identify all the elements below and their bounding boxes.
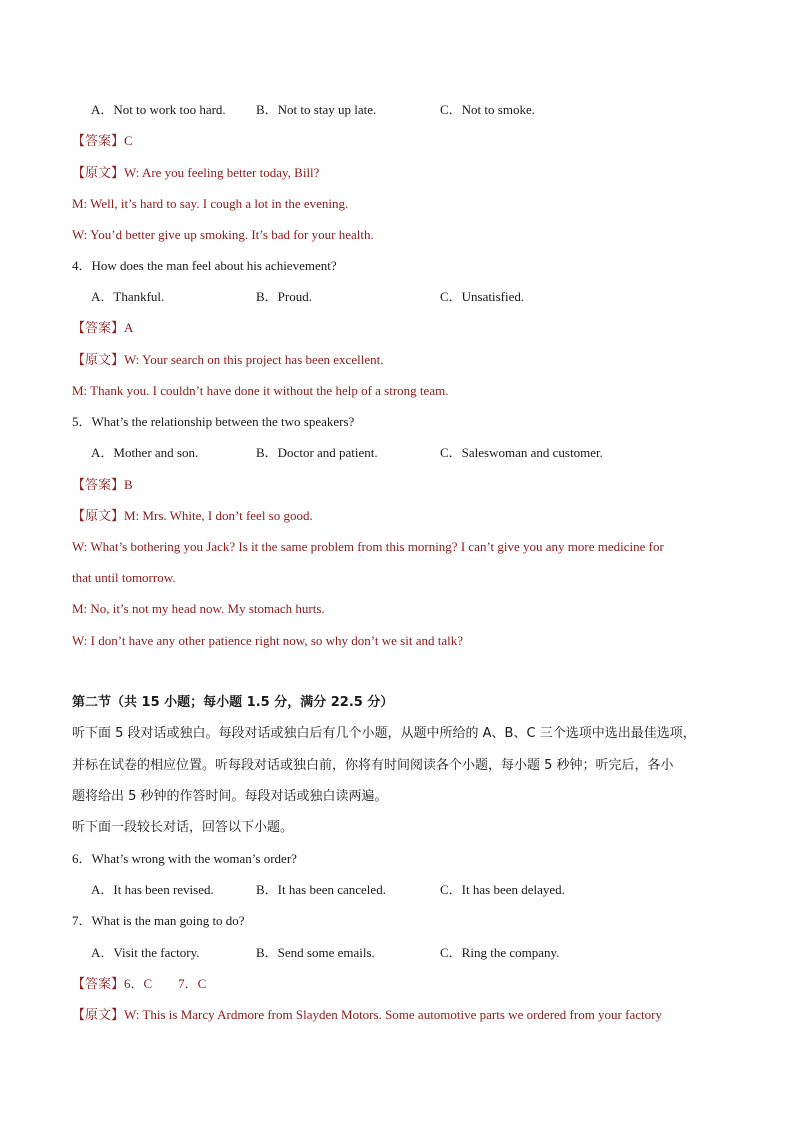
- q4-answer: [72, 320, 133, 337]
- q4-script-line-2: M: Thank you. I couldn’t have done it without the help of a strong team.: [72, 383, 449, 398]
- q5-script-line-4: M: No, it’s not my head now. My stomach hurts.: [72, 601, 325, 616]
- q7-option-a: A．Visit the factory.: [91, 945, 200, 960]
- q5-option-c: C．Saleswoman and customer.: [440, 445, 603, 460]
- q4-script-line-1: [72, 352, 383, 369]
- q3-option-a: A．Not to work too hard.: [91, 102, 226, 117]
- q3-answer: [72, 133, 133, 150]
- q7-option-b: B．Send some emails.: [256, 945, 375, 960]
- script-label: 【原文】: [72, 353, 125, 368]
- q5-script-line-2: W: What’s bothering you Jack? Is it the same problem from this morning? I can’t give you any more medicine for: [72, 539, 664, 554]
- q4-option-a: A．Thankful.: [91, 289, 165, 304]
- q5-answer: [72, 477, 133, 494]
- q7-question: 7．What is the man going to do?: [72, 913, 245, 928]
- q4-option-b: B．Proud.: [256, 289, 312, 304]
- q3-script-line-3: W: You’d better give up smoking. It’s bad for your health.: [72, 227, 374, 242]
- q67-script-line-1: [72, 1007, 662, 1024]
- q5-option-b: B．Doctor and patient.: [256, 445, 378, 460]
- answer-value: 6．C 7．C: [124, 976, 207, 991]
- q67-answer: [72, 976, 206, 993]
- answer-label: 【答案】: [72, 478, 125, 493]
- q6-question: 6．What’s wrong with the woman’s order?: [72, 851, 297, 866]
- section-intro: 听下面一段较长对话，回答以下小题。: [72, 820, 294, 835]
- script-text: W: Your search on this project has been excellent.: [124, 352, 384, 367]
- script-text: W: Are you feeling better today, Bill?: [124, 165, 320, 180]
- answer-label: 【答案】: [72, 134, 125, 149]
- q6-option-b: B．It has been canceled.: [256, 882, 386, 897]
- script-text: W: This is Marcy Ardmore from Slayden Motors. Some automotive parts we ordered from your factory: [124, 1007, 662, 1022]
- section-instructions-2: 并标在试卷的相应位置。听每段对话或独白前，你将有时间阅读各个小题，每小题 5 秒钟；听完后，各小: [72, 758, 674, 773]
- section-instructions-1: 听下面 5 段对话或独白。每段对话或独白后有几个小题，从题中所给的 A、B、C 三个选项中选出最佳选项，: [72, 726, 696, 741]
- answer-value: A: [124, 320, 134, 335]
- answer-label: 【答案】: [72, 321, 125, 336]
- script-label: 【原文】: [72, 509, 125, 524]
- q3-script-line-1: [72, 165, 319, 182]
- section-heading: 第二节（共 15 小题；每小题 1.5 分，满分 22.5 分）: [72, 695, 394, 710]
- answer-value: C: [124, 133, 133, 148]
- q5-script-line-3: that until tomorrow.: [72, 570, 176, 585]
- script-label: 【原文】: [72, 166, 125, 181]
- answer-label: 【答案】: [72, 977, 125, 992]
- q4-option-c: C．Unsatisfied.: [440, 289, 525, 304]
- q6-option-c: C．It has been delayed.: [440, 882, 565, 897]
- q5-script-line-1: [72, 508, 313, 525]
- q5-question: 5．What’s the relationship between the two speakers?: [72, 414, 355, 429]
- q5-option-a: A．Mother and son.: [91, 445, 199, 460]
- q3-script-line-2: M: Well, it’s hard to say. I cough a lot in the evening.: [72, 196, 349, 211]
- script-text: M: Mrs. White, I don’t feel so good.: [124, 508, 313, 523]
- q5-script-line-5: W: I don’t have any other patience right now, so why don’t we sit and talk?: [72, 633, 463, 648]
- script-label: 【原文】: [72, 1008, 125, 1023]
- q6-option-a: A．It has been revised.: [91, 882, 214, 897]
- q7-option-c: C．Ring the company.: [440, 945, 560, 960]
- q3-option-b: B．Not to stay up late.: [256, 102, 377, 117]
- q3-option-c: C．Not to smoke.: [440, 102, 535, 117]
- section-instructions-3: 题将给出 5 秒钟的作答时间。每段对话或独白读两遍。: [72, 789, 388, 804]
- q4-question: 4．How does the man feel about his achievement?: [72, 258, 337, 273]
- answer-value: B: [124, 477, 133, 492]
